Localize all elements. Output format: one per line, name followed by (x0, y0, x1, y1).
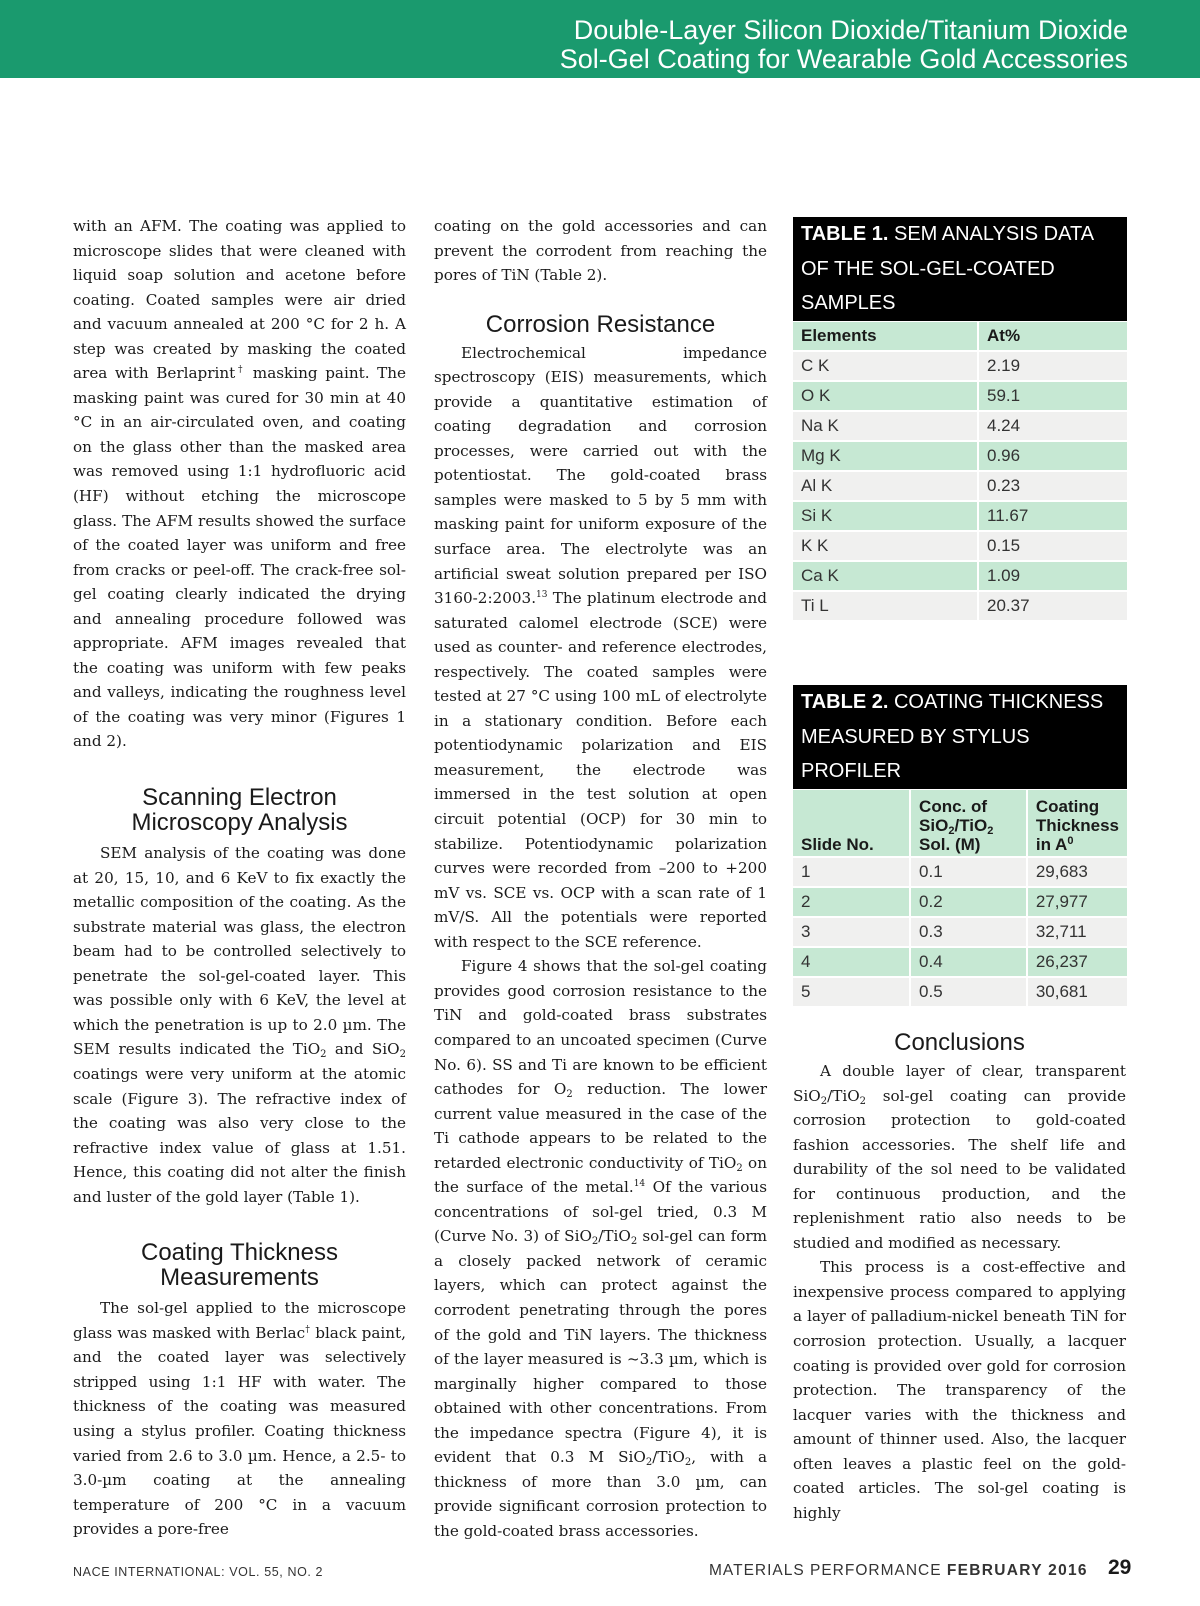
table-cell: 0.4 (911, 948, 1028, 976)
table-cell: Ca K (793, 562, 979, 590)
table-cell: K K (793, 532, 979, 560)
table-cell: O K (793, 382, 979, 410)
table-cell: 32,711 (1028, 918, 1127, 946)
table-row (793, 352, 1127, 380)
section-heading-sem: Scanning Electron Microscopy Analysis (131, 784, 348, 837)
page-number: 29 (1108, 1556, 1132, 1579)
table-row (793, 412, 1127, 440)
table-2-grid (793, 788, 1127, 1008)
table-row (793, 888, 1127, 916)
table-cell: 1.09 (979, 562, 1127, 590)
table-cell: 0.3 (911, 918, 1028, 946)
paragraph: coating on the gold accessories and can prevent the corrodent from reaching the pores of TiN (Table 2). (434, 217, 767, 285)
table-row (793, 532, 1127, 560)
paragraph: Figure 4 shows that the sol-gel coating provides good corrosion resistance to the TiN and gold-coated brass substrates compared to an uncoated specimen (Curve No. 6). SS and Ti are known to be efficient cathodes for $O_2$ reduction. The lower current value measured in the case of the Ti cathode appears to be related to the retarded electronic conductivity of TiO$_2$ on the surface of the metal.$^{14}$ Of the various concentrations of sol-gel tried, 0.3 M (Curve No. 3) of SiO$_2$/TiO$_2$ sol-gel can form a closely packed network of ceramic layers, which can protect against the corrodent penetrating through the pores of the gold and TiN layers. The thickness of the layer measured is ~3.3 µm, which is marginally higher compared to those obtained with other concentrations. From the impedance spectra (Figure 4), it is evident that 0.3 M SiO$_2$/TiO$_2$, with a thickness of more than 3.0 µm, can provide significant corrosion protection to the gold-coated brass accessories. (434, 957, 768, 1540)
table-header: Elements (793, 322, 979, 350)
table-row (793, 502, 1127, 530)
paragraph: SEM analysis of the coating was done at 20, 15, 10, and 6 KeV to fix exactly the metallic composition of the coating. As the substrate material was glass, the electron beam had to be controlled selectively to penetrate the sol-gel-coated layer. This was possible only with 6 KeV, the level at which the penetration is up to 2.0 µm. The SEM results indicated the TiO$_2$ and SiO$_2$ coatings were very uniform at the atomic scale (Figure 3). The refractive index of the coating was also very close to the refractive index value of glass at 1.51. Hence, this coating did not alter the finish and luster of the gold layer (Table 1). (73, 844, 406, 1206)
table-row (793, 472, 1127, 500)
paragraph: The sol-gel applied to the microscope glass was masked with Berlac† black paint, and the coated layer was selectively stripped using 1:1 HF with water. The thickness of the coating was measured using a stylus profiler. Coating thickness varied from 2.6 to 3.0 µm. Hence, a 2.5- to 3.0-µm coating at the annealing temperature of 200 °C in a vacuum provides a pore-free (73, 1299, 406, 1539)
table-row (793, 918, 1127, 946)
table-cell: 0.5 (911, 978, 1028, 1006)
table-cell: 29,683 (1028, 858, 1127, 886)
section-heading-corrosion-resistance: Corrosion Resistance (485, 310, 716, 338)
table-1-title: TABLE 1. SEM ANALYSIS DATA OF THE SOL-GEL-COATED SAMPLES (793, 217, 1127, 321)
article-title-line-2: Sol-Gel Coating for Wearable Gold Accessories (559, 44, 1128, 74)
table-row (793, 592, 1127, 620)
table-cell: 0.15 (979, 532, 1127, 560)
table-cell: 0.2 (911, 888, 1028, 916)
table-cell: 59.1 (979, 382, 1127, 410)
header-banner (0, 0, 1200, 78)
table-cell: Ti L (793, 592, 979, 620)
table-row (793, 948, 1127, 976)
table-cell: 3 (793, 918, 911, 946)
table-row (793, 442, 1127, 470)
table-cell: Si K (793, 502, 979, 530)
footer-magazine-date: MATERIALS PERFORMANCE FEBRUARY 2016 (709, 1562, 1088, 1579)
table-cell: 26,237 (1028, 948, 1127, 976)
table-row (793, 978, 1127, 1006)
table-header: Coating Thickness in $A^0$ (1028, 790, 1127, 856)
table-row (793, 562, 1127, 590)
table-cell: 1 (793, 858, 911, 886)
table-cell: 11.67 (979, 502, 1127, 530)
text-column-3 (793, 1030, 1126, 1525)
table-cell: 4 (793, 948, 911, 976)
table-cell: Mg K (793, 442, 979, 470)
table-row (793, 382, 1127, 410)
paragraph: This process is a cost-effective and inexpensive process compared to applying a layer of palladium-nickel beneath TiN for corrosion protection. Usually, a lacquer coating is provided over gold for corrosion protection. The transparency of the lacquer varies with the thickness and amount of thinner used. Also, the lacquer often leaves a plastic feel on the gold-coated articles. The sol-gel coating is highly (793, 1258, 1126, 1522)
table-row (793, 858, 1127, 886)
table-header: Slide No. (793, 790, 911, 856)
paragraph: Electrochemical impedance spectroscopy (EIS) measurements, which provide a quantitative estimation of coating degradation and corrosion processes, were carried out with the potentiostat. The gold-coated brass samples were masked to 5 by 5 mm with masking paint for uniform exposure of the surface area. The electrolyte was an artificial sweat solution prepared per ISO 3160-2:2003.13 The platinum electrode and saturated calomel electrode (SCE) were used as counter- and reference electrodes, respectively. The coated samples were tested at 27 °C using 100 mL of electrolyte in a stationary condition. Before each potentiodynamic polarization and EIS measurement, the electrode was immersed in the test solution at open circuit potential (OCP) for 30 min to stabilize. Potentiodynamic polarization curves were recorded from –200 to +200 mV vs. SCE vs. OCP with a scan rate of 1 mV/S. All the potentials were reported with respect to the SCE reference. (434, 343, 767, 951)
text-column-2 (434, 214, 767, 1543)
table-cell: 0.23 (979, 472, 1127, 500)
table-cell: 0.1 (911, 858, 1028, 886)
table-cell: 4.24 (979, 412, 1127, 440)
table-1 (793, 217, 1127, 622)
article-title-line-1: Double-Layer Silicon Dioxide/Titanium Dioxide (573, 15, 1128, 45)
table-cell: C K (793, 352, 979, 380)
table-cell: 2.19 (979, 352, 1127, 380)
table-cell: 5 (793, 978, 911, 1006)
section-heading-conclusions: Conclusions (894, 1029, 1025, 1056)
section-heading-coating-thickness: Coating Thickness Measurements (141, 1239, 338, 1292)
table-cell: 30,681 (1028, 978, 1127, 1006)
footer-journal-volume: NACE INTERNATIONAL: VOL. 55, NO. 2 (73, 1565, 324, 1579)
table-cell: Na K (793, 412, 979, 440)
paragraph: with an AFM. The coating was applied to microscope slides that were cleaned with liquid soap solution and acetone before coating. Coated samples were air dried and vacuum annealed at 200 °C for 2 h. A step was created by masking the coated area with Berlaprint† masking paint. The masking paint was cured for 30 min at 40 °C in an air-circulated oven, and coating on the glass other than the masked area was removed using 1:1 hydrofluoric acid (HF) without etching the microscope glass. The AFM results showed the surface of the coated layer was uniform and free from cracks or peel-off. The crack-free sol-gel coating clearly indicated the drying and annealing procedure followed was appropriate. AFM images revealed that the coating was uniform with few peaks and valleys, indicating the roughness level of the coating was very minor (Figures 1 and 2). (73, 217, 406, 751)
paragraph: A double layer of clear, transparent SiO$_2$/TiO$_2$ sol-gel coating can provide corrosion protection to gold-coated fashion accessories. The shelf life and durability of the sol need to be validated for continuous production, and the replenishment ratio also needs to be studied and modified as necessary. (793, 1062, 1126, 1252)
table-header: Conc. of SiO$_2$/TiO$_2$ Sol. (M) (911, 790, 1028, 856)
table-1-grid (793, 320, 1127, 622)
table-cell: 20.37 (979, 592, 1127, 620)
table-cell: 27,977 (1028, 888, 1127, 916)
table-cell: Al K (793, 472, 979, 500)
table-2-title: TABLE 2. COATING THICKNESS MEASURED BY STYLUS PROFILER (793, 685, 1127, 789)
table-cell: 0.96 (979, 442, 1127, 470)
text-column-1 (73, 214, 406, 1542)
table-header: At% (979, 322, 1127, 350)
table-cell: 2 (793, 888, 911, 916)
table-2 (793, 685, 1127, 1008)
